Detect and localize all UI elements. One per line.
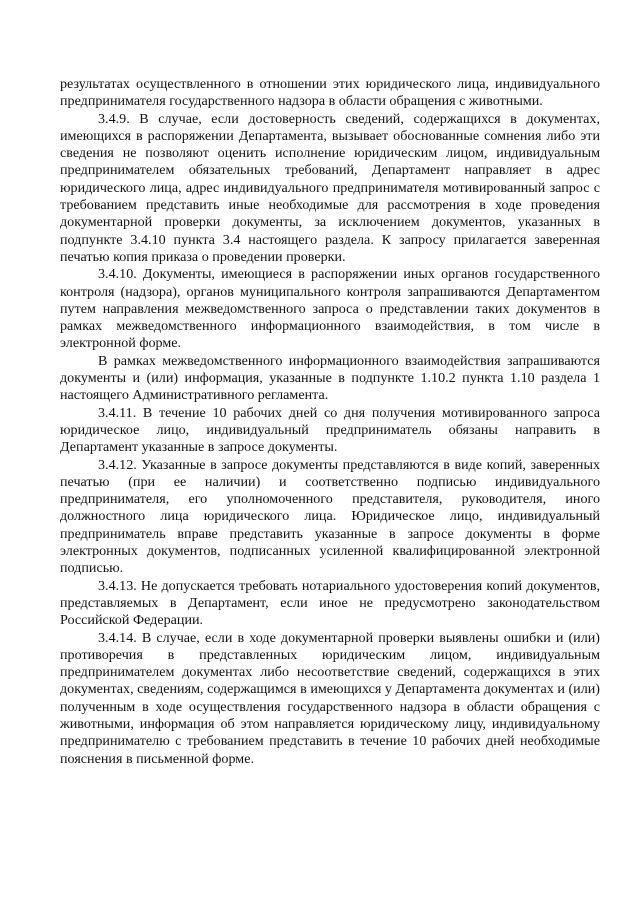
paragraph-3-4-10: 3.4.10. Документы, имеющиеся в распоряжении иных органов государственного контроля (надзора), органов муниципального контроля запрашиваются Департаментом путем направления межведомственного запроса о представлении таких документов в рамках межведомственного информационного взаимодействия, в том числе в электронной форме. — [60, 266, 600, 352]
paragraph-3-4-9: 3.4.9. В случае, если достоверность сведений, содержащихся в документах, имеющихся в распоряжении Департамента, вызывает обоснованные сомнения либо эти сведения не позволяют оценить исполнение юридическим лицом, индивидуальным предпринимателем обязательных требований, Департамент направляет в адрес юридического лица, адрес индивидуального предпринимателя мотивированный запрос с требованием представить иные необходимые для рассмотрения в ходе проведения документарной проверки документы, за исключением документов, указанных в подпункте 3.4.10 пункта 3.4 настоящего раздела. К запросу прилагается заверенная печатью копия приказа о проведении проверки. — [60, 110, 600, 265]
paragraph-interagency-interaction: В рамках межведомственного информационного взаимодействия запрашиваются документы и (или) информация, указанные в подпункте 1.10.2 пункта 1.10 раздела 1 настоящего Административного регламента. — [60, 352, 600, 404]
paragraph-continuation: результатах осуществленного в отношении этих юридического лица, индивидуального предпринимателя государственного надзора в области обращения с животными. — [60, 76, 600, 110]
paragraph-3-4-11: 3.4.11. В течение 10 рабочих дней со дня получения мотивированного запроса юридическое лицо, индивидуальный предприниматель обязаны направить в Департамент указанные в запросе документы. — [60, 404, 600, 456]
paragraph-3-4-13: 3.4.13. Не допускается требовать нотариального удостоверения копий документов, представляемых в Департамент, если иное не предусмотрено законодательством Российской Федерации. — [60, 577, 600, 629]
paragraph-3-4-14: 3.4.14. В случае, если в ходе документарной проверки выявлены ошибки и (или) противоречия в представленных юридическим лицом, индивидуальным предпринимателем документах либо несоответствие сведений, содержащихся в этих документах, сведениям, содержащимся в имеющихся у Департамента документах и (или) полученным в ходе осуществления государственного надзора в области обращения с животными, информация об этом направляется юридическому лицу, индивидуальному предпринимателю с требованием представить в течение 10 рабочих дней необходимые пояснения в письменной форме. — [60, 629, 600, 767]
paragraph-3-4-12: 3.4.12. Указанные в запросе документы представляются в виде копий, заверенных печатью (при ее наличии) и соответственно подписью индивидуального предпринимателя, его уполномоченного представителя, руководителя, иного должностного лица юридического лица. Юридическое лицо, индивидуальный предприниматель вправе представить указанные в запросе документы в форме электронных документов, подписанных усиленной квалифицированной электронной подписью. — [60, 456, 600, 577]
